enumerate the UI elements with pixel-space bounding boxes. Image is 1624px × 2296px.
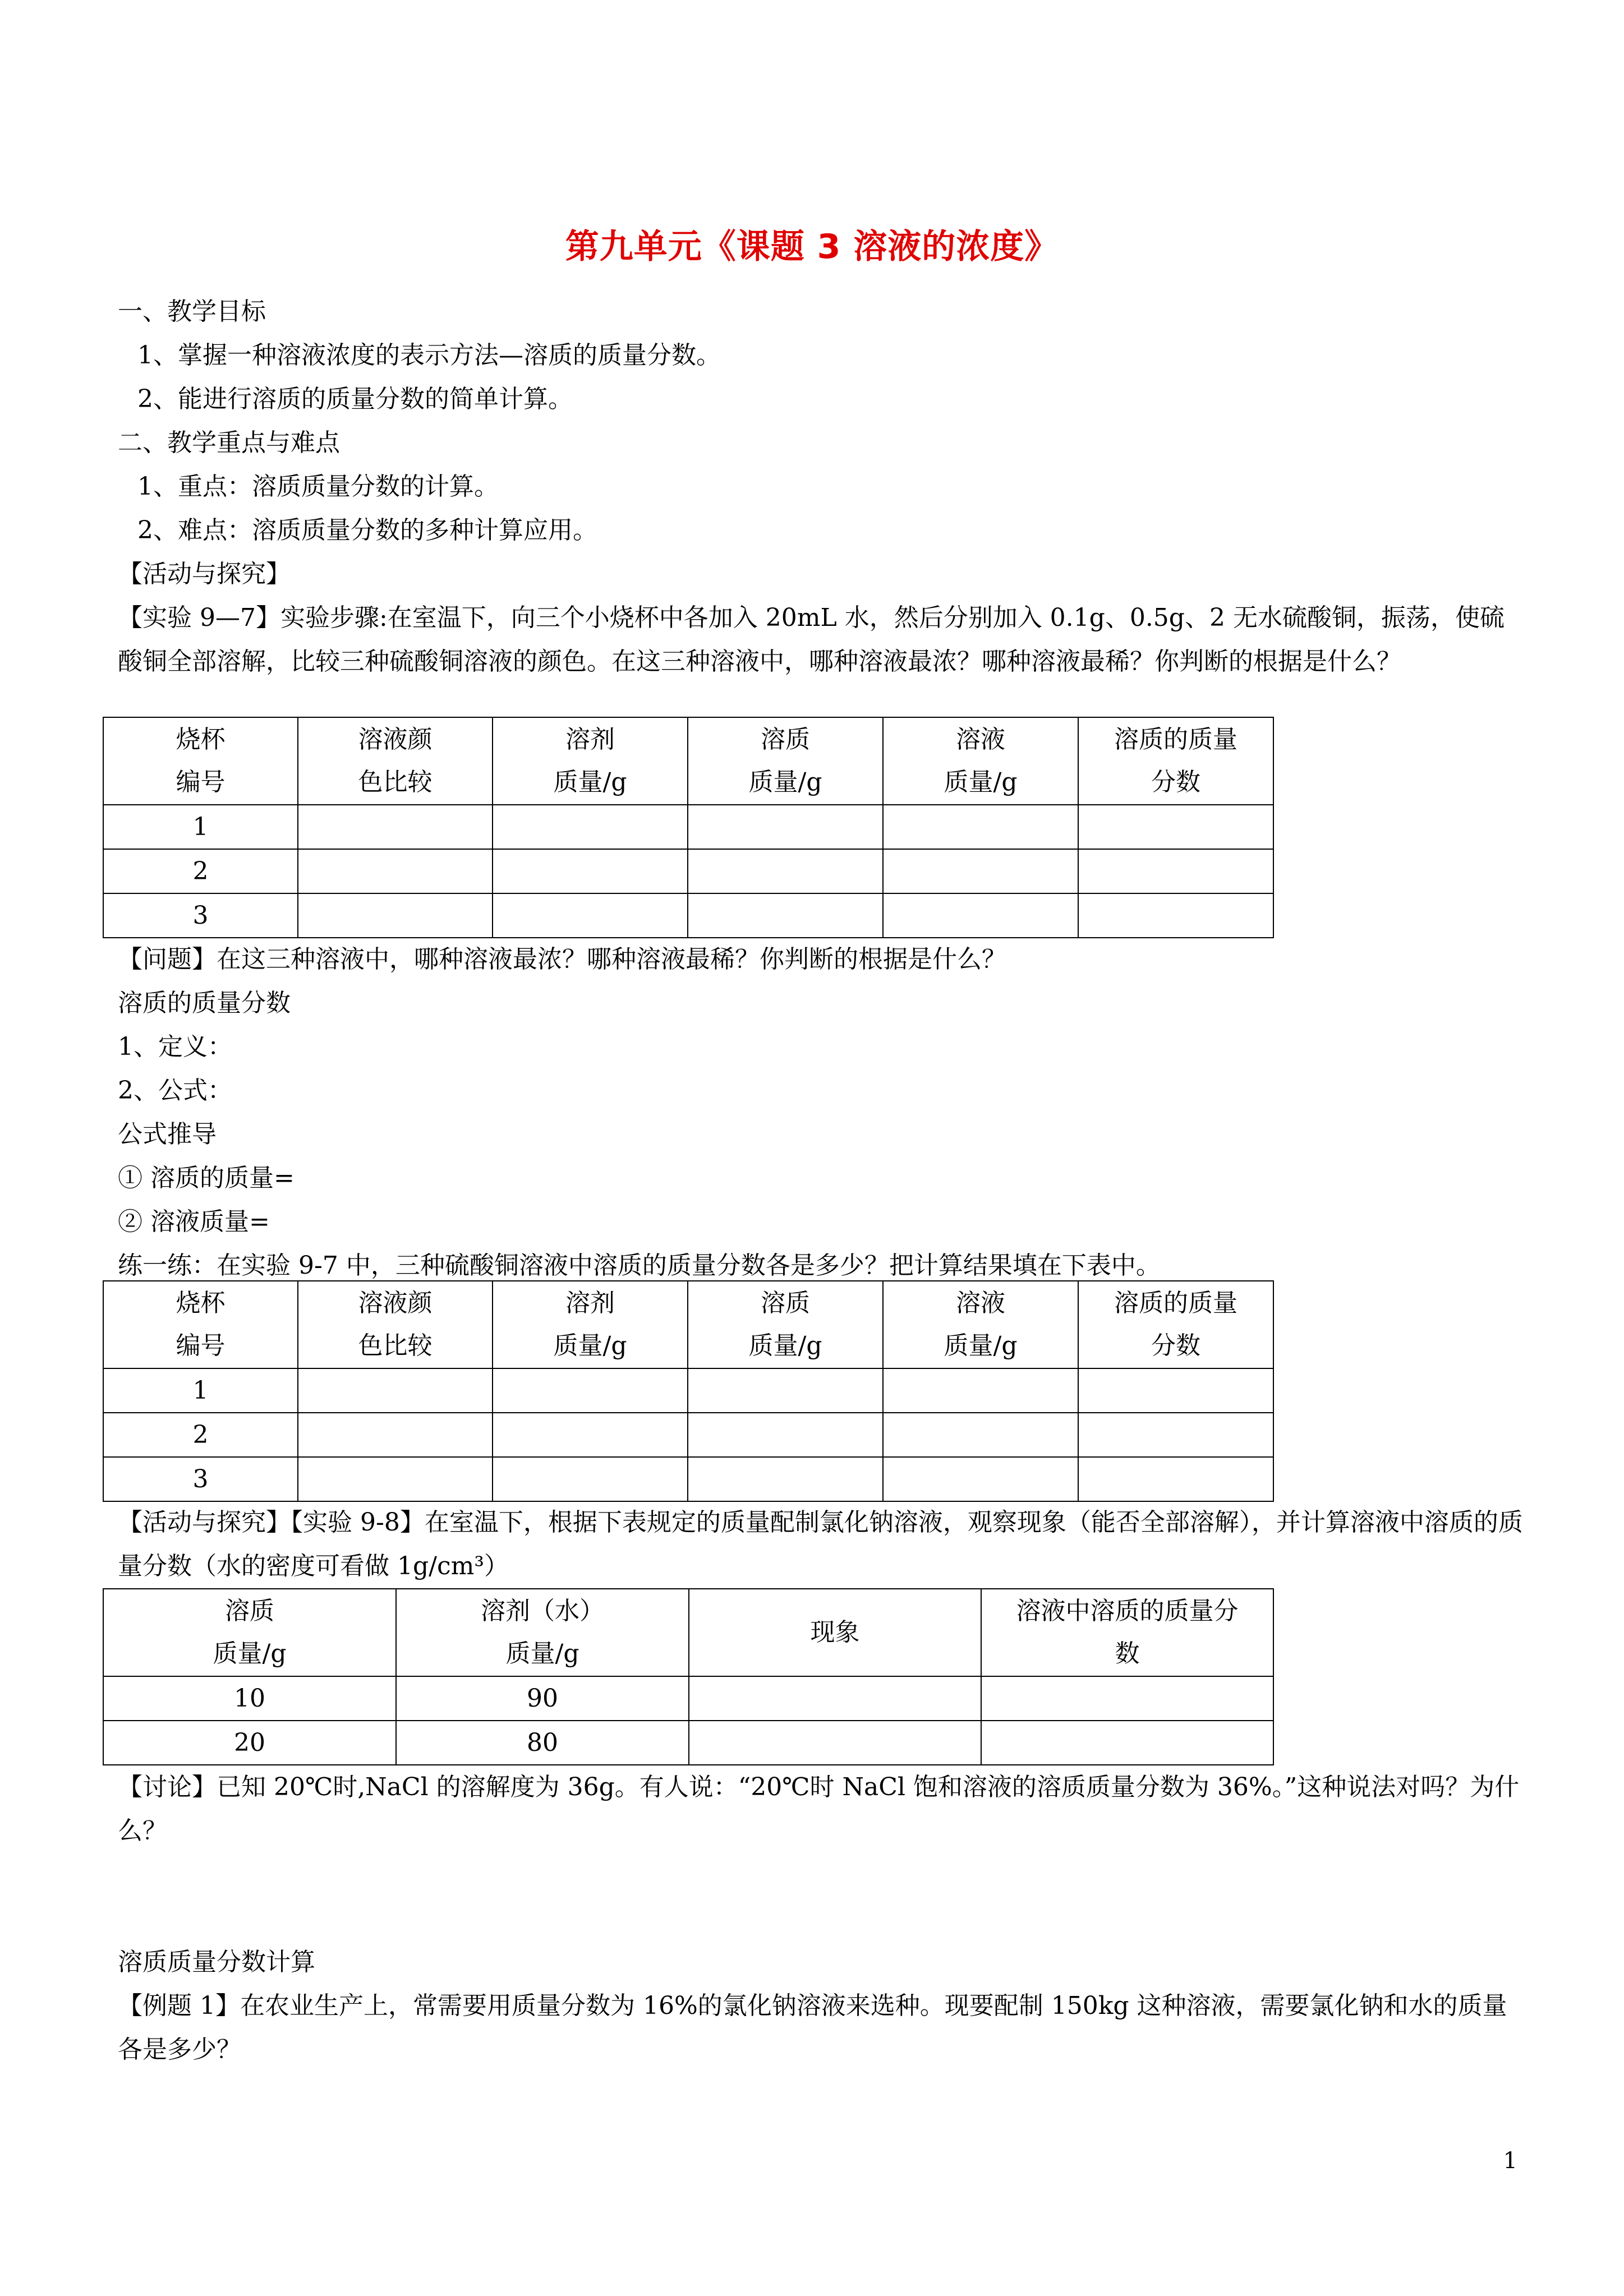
experiment-9-7-paragraph: 【实验 9—7】实验步骤:在室温下，向三个小烧杯中各加入 20mL 水，然后分别加入 0.1g、0.5g、2 无水硫酸铜，振荡，使硫酸铜全部溶解，比较三种硫酸铜溶液的颜色。在这三种溶液中，哪种溶液最浓？哪种溶液最稀？你判断的根据是什么？ [118, 603, 1505, 676]
mass-fraction-heading: 溶质的质量分数 [118, 989, 291, 1017]
solvent-mass-cell: 90 [396, 1676, 689, 1721]
goal-item-1: 1、掌握一种溶液浓度的表示方法—溶质的质量分数。 [137, 341, 721, 370]
table-row [103, 893, 1273, 938]
table1-header-cell: 溶液颜 色比较 [298, 717, 493, 805]
formula-derivation-heading: 公式推导 [118, 1120, 217, 1149]
discussion-paragraph: 【讨论】已知 20℃时,NaCl 的溶解度为 36g。有人说：“20℃时 NaCl 饱和溶液的溶质质量分数为 36%。”这种说法对吗？为什么？ [118, 1773, 1520, 1845]
solvent-mass-cell: 80 [396, 1721, 689, 1765]
beaker-number-cell: 2 [103, 1413, 298, 1457]
table1-header-cell: 溶质的质量 分数 [1078, 717, 1273, 805]
page-title: 第九单元《课题 3 溶液的浓度》 [565, 227, 1059, 266]
table2-header-cell: 溶液 质量/g [883, 1281, 1078, 1368]
example-1-paragraph: 【例题 1】在农业生产上，常需要用质量分数为 16%的氯化钠溶液来选种。现要配制 150kg 这种溶液，需要氯化钠和水的质量各是多少？ [118, 1991, 1507, 2064]
table2-header-cell: 溶液颜 色比较 [298, 1281, 493, 1368]
table-row [103, 849, 1273, 893]
table3-header-cell: 溶剂（水） 质量/g [396, 1589, 689, 1676]
practice-line: 练一练：在实验 9-7 中，三种硫酸铜溶液中溶质的质量分数各是多少？把计算结果填在下表中。 [118, 1251, 1161, 1280]
table-row [103, 1676, 1273, 1721]
page-number: 1 [1503, 2148, 1517, 2174]
section-heading-goals: 一、教学目标 [118, 297, 266, 326]
definition-label: 1、定义： [118, 1032, 232, 1061]
solute-mass-cell: 20 [103, 1721, 396, 1765]
goal-item-2: 2、能进行溶质的质量分数的简单计算。 [137, 385, 573, 413]
table3-header-cell: 现象 [689, 1589, 981, 1676]
beaker-number-cell: 2 [103, 849, 298, 893]
experiment-table-1 [103, 717, 1274, 938]
experiment-9-8-paragraph: 【活动与探究】【实验 9-8】在室温下，根据下表规定的质量配制氯化钠溶液，观察现象（能否全部溶解），并计算溶液中溶质的质量分数（水的密度可看做 1g/cm³） [118, 1508, 1523, 1580]
beaker-number-cell: 3 [103, 893, 298, 938]
key-point-1: 1、重点：溶质质量分数的计算。 [137, 472, 499, 501]
question-line: 【问题】在这三种溶液中，哪种溶液最浓？哪种溶液最稀？你判断的根据是什么？ [118, 945, 1006, 974]
table-row [103, 1721, 1273, 1765]
formula-label: 2、公式： [118, 1076, 232, 1105]
table2-header-cell: 溶质的质量 分数 [1078, 1281, 1273, 1368]
table-row [103, 805, 1273, 849]
table3-header-cell: 溶质 质量/g [103, 1589, 396, 1676]
table3-header-cell: 溶液中溶质的质量分 数 [981, 1589, 1273, 1676]
table2-header-cell: 溶剂 质量/g [493, 1281, 688, 1368]
beaker-number-cell: 1 [103, 1368, 298, 1413]
activity-heading: 【活动与探究】 [118, 560, 291, 588]
table1-header-cell: 溶剂 质量/g [493, 717, 688, 805]
table1-header-cell: 烧杯 编号 [103, 717, 298, 805]
table-row [103, 1413, 1273, 1457]
section-heading-key-points: 二、教学重点与难点 [118, 428, 340, 457]
derivation-item-2: ② 溶液质量= [118, 1207, 270, 1236]
table2-header-cell: 烧杯 编号 [103, 1281, 298, 1368]
beaker-number-cell: 1 [103, 805, 298, 849]
beaker-number-cell: 3 [103, 1457, 298, 1501]
table1-header-cell: 溶质 质量/g [688, 717, 883, 805]
derivation-item-1: ① 溶质的质量= [118, 1164, 295, 1192]
table2-header-cell: 溶质 质量/g [688, 1281, 883, 1368]
calculation-heading: 溶质质量分数计算 [118, 1948, 315, 1976]
experiment-table-3 [103, 1588, 1274, 1765]
table1-header-cell: 溶液 质量/g [883, 717, 1078, 805]
solute-mass-cell: 10 [103, 1676, 396, 1721]
table-row [103, 1368, 1273, 1413]
experiment-table-2 [103, 1280, 1274, 1502]
table-row [103, 1457, 1273, 1501]
key-point-2: 2、难点：溶质质量分数的多种计算应用。 [137, 516, 597, 545]
